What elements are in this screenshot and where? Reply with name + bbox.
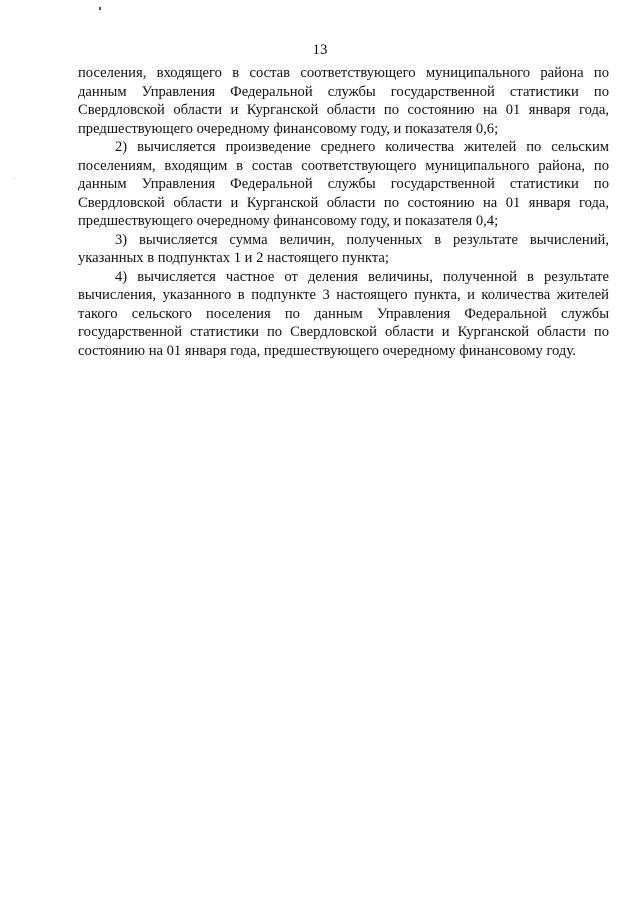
page-number: 13 <box>312 42 328 58</box>
paragraph-continuation: поселения, входящего в состав соответствующего муниципального района по данным Управления Федеральной службы государственной статистики по Свердловской области и Курганской области по состоянию на 01 января года, предшествующего очередному финансовому году, и показателя 0,6; <box>78 65 609 137</box>
scan-speck <box>14 178 15 179</box>
paragraph-item-4: 4) вычисляется частное от деления величины, полученной в результате вычисления, указанного в подпункте 3 настоящего пункта, и количества жителей такого сельского поселения по данным Управления Федеральной службы государственной статистики по Свердловской области и Курганской области по состоянию на 01 января года, предшествующего очередному финансовому году. <box>78 268 609 359</box>
paragraph-item-3: 3) вычисляется сумма величин, полученных в результате вычислений, указанных в подпунктах 1 и 2 настоящего пункта; <box>78 231 609 266</box>
paragraph-item-2: 2) вычисляется произведение среднего количества жителей по сельским поселениям, входящим в состав соответствующего муниципального района, по данным Управления Федеральной службы государственной статистики по Свердловской области и Курганской области по состоянию на 01 января года, предшествующего очередному финансовому году, и показателя 0,4; <box>78 139 609 229</box>
document-body <box>78 64 609 360</box>
scan-speck <box>99 7 101 10</box>
